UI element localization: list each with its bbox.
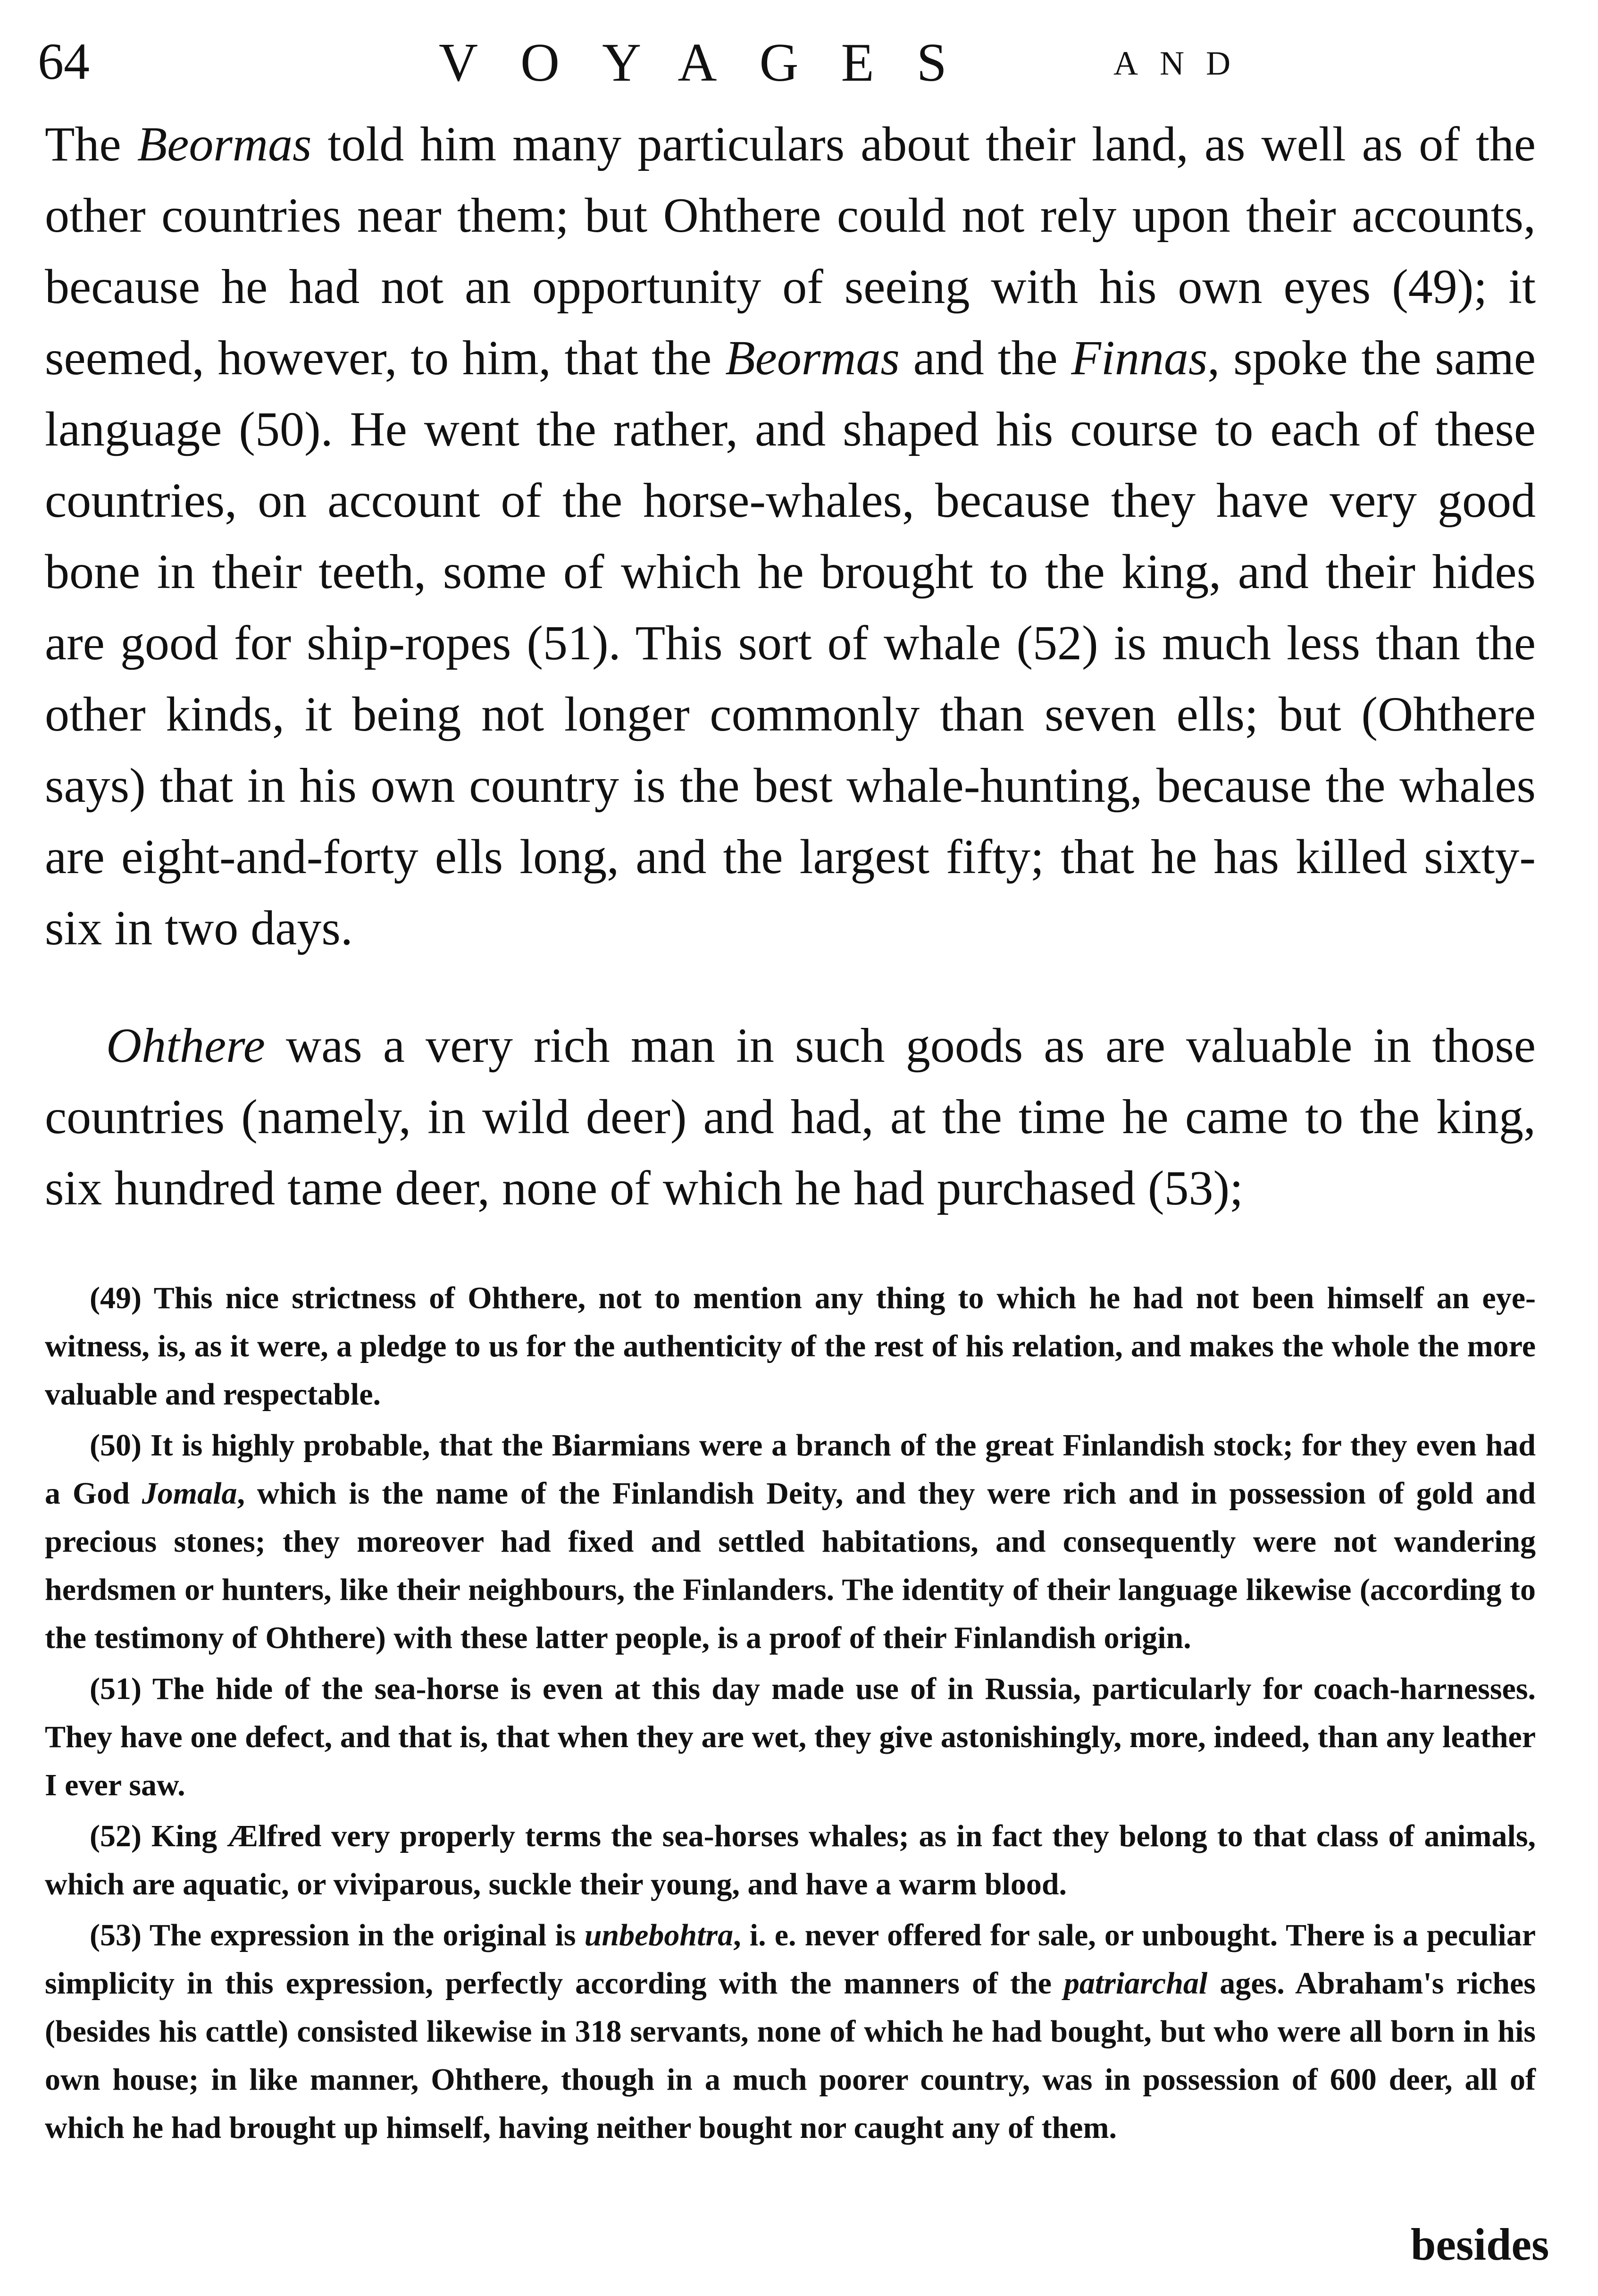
- italic-text-run: unbebohtra: [584, 1918, 734, 1952]
- text-run: ages. Abraham's riches (besides his cattle) consisted likewise in 318 servants, none of which he had bought, but who were all born in his own house; in like manner, Ohthere, though in a much poorer country, was in possession of 600 deer, all of which he had brought up himself, having neither bought nor caught any of them.: [45, 1966, 1536, 2145]
- running-title-and: AND: [1113, 44, 1252, 82]
- italic-text-run: Jomala: [142, 1476, 237, 1511]
- body-paragraph: [45, 109, 1536, 964]
- text-run: (51) The hide of the sea-horse is even at this day made use of in Russia, particularly for coach-harnesses. They have one defect, and that is, that when they are wet, they give astonishingly, more, indeed, than any leather I ever saw.: [45, 1672, 1536, 1802]
- body-paragraph: [45, 1010, 1536, 1224]
- text-run: , i. e. never offered for sale, or unbought. There is a peculiar simplicity in this expression, perfectly according with the manners of the: [45, 1918, 1536, 2001]
- text-run: , spoke the same language (50). He went the rather, and shaped his course to each of these countries, on account of the horse-whales, because they have very good bone in their teeth, some of which he brought to the king, and their hides are good for ship-ropes (51). This sort of whale (52) is much less than the other kinds, it being not longer commonly than seven ells; but (Ohthere says) that in his own country is the best whale-hunting, because the whales are eight-and-forty ells long, and the largest fifty; that he has killed sixty-six in two days.: [45, 331, 1536, 955]
- italic-text-run: Finnas: [1071, 331, 1208, 385]
- footnote-52: [45, 1812, 1536, 1909]
- text-run: (52) King Ælfred very properly terms the sea-horses whales; as in fact they belong to that class of animals, which are aquatic, or viviparous, suckle their young, and have a warm blood.: [45, 1819, 1536, 1901]
- italic-text-run: Beormas: [725, 331, 900, 385]
- footnote-53: [45, 1911, 1536, 2152]
- italic-text-run: Beormas: [137, 117, 312, 171]
- catchword: besides: [1411, 2219, 1549, 2270]
- text-run: The: [45, 117, 137, 171]
- text-run: (53) The expression in the original is: [90, 1918, 585, 1952]
- text-run: and the: [899, 331, 1071, 385]
- footnotes: [45, 1274, 1536, 2155]
- footnote-50: [45, 1421, 1536, 1662]
- text-run: (49) This nice strictness of Ohthere, not to mention any thing to which he had not been himself an eye-witness, is, as it were, a pledge to us for the authenticity of the rest of his relation, and makes the whole the more valuable and respectable.: [45, 1281, 1536, 1412]
- italic-text-run: Ohthere: [106, 1018, 265, 1073]
- page-number: 64: [38, 33, 90, 90]
- text-run: , which is the name of the Finlandish Deity, and they were rich and in possession of gold and precious stones; they moreover had fixed and settled habitations, and consequently were not wandering herdsmen or hunters, like their neighbours, the Finlanders. The identity of their language likewise (according to the testimony of Ohthere) with these latter people, is a proof of their Finlandish origin.: [45, 1476, 1536, 1655]
- text-run: was a very rich man in such goods as are valuable in those countries (namely, in wild deer) and had, at the time he came to the king, six hundred tame deer, none of which he had purchased (53);: [45, 1018, 1536, 1215]
- italic-text-run: patriarchal: [1063, 1966, 1208, 2001]
- footnote-51: [45, 1665, 1536, 1809]
- page-header: [33, 26, 1562, 92]
- text-run: told him many particulars about their land, as well as of the other countries near them; but Ohthere could not rely upon their accounts, because he had not an opportunity of seeing with his own eyes (49); it seemed, however, to him, that the: [45, 117, 1536, 385]
- footnote-49: [45, 1274, 1536, 1419]
- text-run: (50) It is highly probable, that the Biarmians were a branch of the great Finlandish stock; for they even had a God: [45, 1428, 1536, 1511]
- running-title: VOYAGES: [439, 33, 989, 93]
